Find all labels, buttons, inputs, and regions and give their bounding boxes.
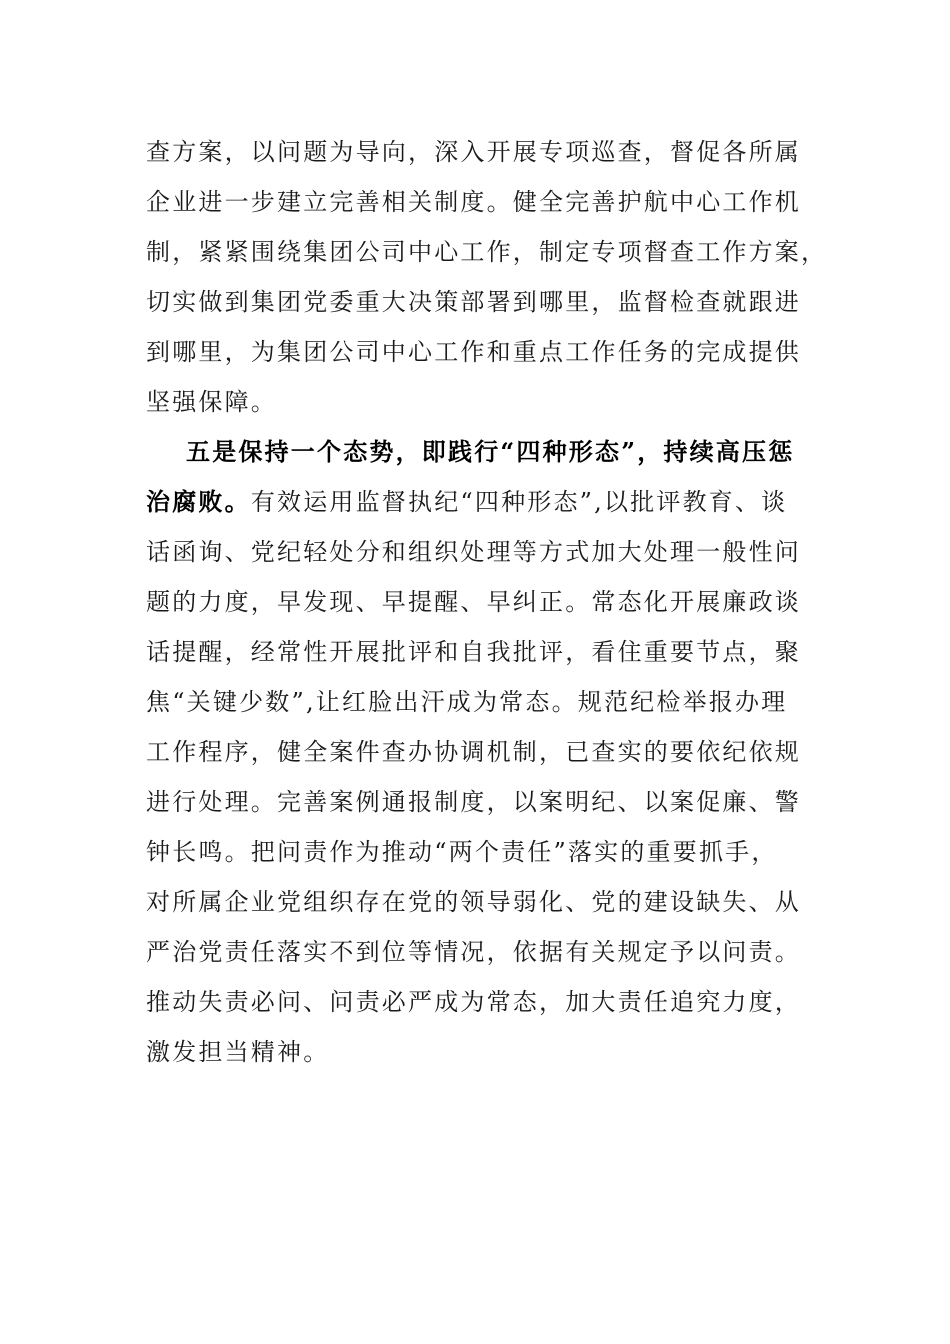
text-line: 话提醒，经常性开展批评和自我批评，看住重要节点，聚	[146, 638, 801, 666]
text-line: 对所属企业党组织存在党的领导弱化、党的建设缺失、从	[146, 888, 801, 916]
text-line: 推动失责必问、问责必严成为常态，加大责任追究力度，	[146, 988, 801, 1016]
text-line: 激发担当精神。	[146, 1038, 330, 1066]
text-line: 企业进一步建立完善相关制度。健全完善护航中心工作机	[146, 188, 801, 216]
section-heading-end: 治腐败。	[146, 487, 251, 516]
paragraph-continued	[146, 127, 828, 427]
text-line: 切实做到集团党委重大决策部署到哪里，监督检查就跟进	[146, 288, 801, 316]
text-line: 查方案，以问题为导向，深入开展专项巡查，督促各所属	[146, 138, 801, 166]
text-line: 制，紧紧围绕集团公司中心工作，制定专项督查工作方案，	[146, 238, 828, 266]
text-line: 话函询、党纪轻处分和组织处理等方式加大处理一般性问	[146, 538, 801, 566]
text-line: 到哪里，为集团公司中心工作和重点工作任务的完成提供	[146, 338, 801, 366]
text-line: 坚强保障。	[146, 388, 277, 416]
text-line: 严治党责任落实不到位等情况，依据有关规定予以问责。	[146, 938, 801, 966]
text-line: 题的力度，早发现、早提醒、早纠正。常态化开展廉政谈	[146, 588, 801, 616]
text-line: 工作程序，健全案件查办协调机制，已查实的要依纪依规	[146, 738, 801, 766]
paragraph-five	[146, 427, 806, 1077]
text-line	[146, 477, 806, 527]
section-heading: 五是保持一个态势，即践行“四种形态”，持续高压惩	[186, 437, 795, 466]
text-line-rest: 有效运用监督执纪“四种形态”,以批评教育、谈	[250, 488, 788, 516]
text-line: 钟长鸣。把问责作为推动“两个责任”落实的重要抓手，	[146, 838, 778, 866]
text-line: 焦“关键少数”,让红脸出汗成为常态。规范纪检举报办理	[146, 688, 788, 716]
text-line: 进行处理。完善案例通报制度，以案明纪、以案促廉、警	[146, 788, 801, 816]
